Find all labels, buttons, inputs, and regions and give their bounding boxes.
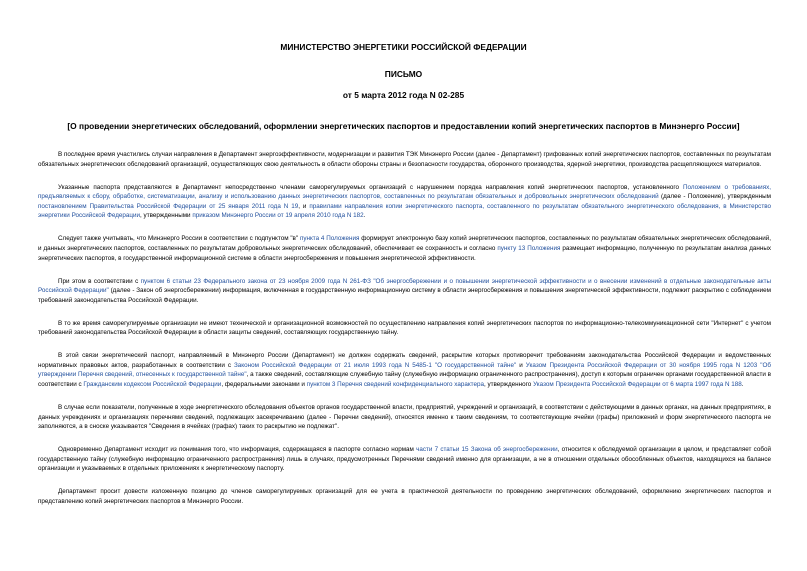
- text: Одновременно Департамент исходит из понимания того, что информация, содержащаяся в паспорте согласно нормам: [58, 446, 417, 454]
- text: (далее - Закон об энергосбережении) информация, включенная в государственную информационную систему в области энергосбережения и повышения энергетической эффективности, подлежит раскрытию с соблюдением требований законодательства Российской Федерации.: [38, 287, 771, 304]
- text: Указанные паспорта представляются в Департамент непосредственно членами саморегулируемых организаций с нарушением порядка направления копий энергетических паспортов, установленного: [58, 183, 683, 191]
- text: .: [741, 381, 744, 389]
- paragraph-4: [38, 277, 771, 306]
- link-president-decree-1203[interactable]: Указом Президента Российской Федерации от 30 ноября 1995 года N 1203 "Об утверждении Перечня сведений, отнесенных к государственной тайне": [38, 361, 771, 379]
- link-federal-law-261[interactable]: пунктом 6 статьи 23 Федерального закона от 23 ноября 2009 года N 261-ФЗ "Об энергосбережении и о повышении энергетической эффективности и о внесении изменений в отдельные законодательные акты Российской Федерации": [38, 277, 771, 295]
- ministry-heading: МИНИСТЕРСТВО ЭНЕРГЕТИКИ РОССИЙСКОЙ ФЕДЕРАЦИИ: [280, 42, 527, 52]
- link-civil-code[interactable]: Гражданским кодексом Российской Федерации: [83, 381, 222, 389]
- text: В то же время саморегулируемые организации не имеют технической и организационной возможностей по осуществлению направления копий энергетических паспортов по информационно-телекоммуникационной сети "Интернет" с учетом требований законодательства Российской Федерации в области защиты сведений, составляющих государственную тайну.: [38, 319, 771, 337]
- text: .: [363, 212, 366, 220]
- paragraph-7: [38, 403, 771, 432]
- document-date-number: от 5 марта 2012 года N 02-285: [342, 90, 465, 100]
- paragraph-2: [38, 183, 771, 221]
- text: (далее - Положение), утвержденным: [658, 193, 771, 201]
- link-energy-law-article-15[interactable]: части 7 статьи 15 Закона об энергосбережении: [416, 446, 558, 454]
- paragraph-5: [38, 319, 771, 338]
- text: В последнее время участились случаи направления в Департамент энергоэффективности, модернизации и развития ТЭК Минэнерго России (далее - Департамент) грифованных копий энергетических паспортов, составленных по результатам обязательных энергетических обследований организаций, осуществляющих свою деятельность в области обороны страны и безопасности государства, оборонного производства, ядерной энергетики, производства расщепляющихся материалов.: [38, 151, 771, 168]
- link-government-decree[interactable]: постановлением Правительства Российской Федерации от 25 января 2011 года N 19: [38, 202, 299, 210]
- paragraph-9: [38, 487, 771, 506]
- text: , относится к обследуемой организации в целом, и представляет собой государственную тайну (служебную информацию ограниченного распространения) лишь в случаях, предусмотренных Перечнями сведений именно для организации, а не в отношении отдельных обособленных объектов, находящихся на балансе организации и указываемых в отдельных приложениях к энергетическому паспорту.: [38, 446, 771, 473]
- link-president-decree-188[interactable]: Указом Президента Российской Федерации от 6 марта 1997 года N 188: [533, 381, 742, 389]
- link-regulation[interactable]: Положением о требованиях, предъявляемых к сбору, обработке, систематизации, анализу и использованию данных энергетических паспортов, составленных по результатам обязательных и добровольных энергетических обследований: [38, 183, 772, 201]
- link-confidential-list[interactable]: пунктом 3 Перечня сведений конфиденциального характера: [306, 381, 484, 389]
- paragraph-3: [38, 234, 771, 263]
- text: , утвержденного: [483, 381, 534, 389]
- document-type: ПИСЬМО: [384, 69, 423, 79]
- paragraph-1: [38, 150, 771, 169]
- link-rules[interactable]: правилами направления копии энергетического паспорта, составленного по результатам обязательного энергетического обследования, в Министерство энергетики Российской Федерации: [38, 202, 771, 220]
- link-clause-4[interactable]: пункта 4 Положения: [299, 235, 360, 243]
- text: , а также сведений, составляющие служебную тайну (служебную информацию ограниченного распространения), доступ к которым ограничен органами государственной власти в соответствии с: [38, 371, 771, 389]
- text: и: [516, 361, 526, 369]
- text: размещает информацию, полученную по результатам анализа данных энергетических паспортов, в государственной информационной системе в области энергосбережения и повышения энергетической эффективности.: [38, 244, 772, 262]
- text: , федеральными законами и: [221, 381, 307, 389]
- text: В этой связи энергетический паспорт, направляемый в Минэнерго России (Департамент) не должен содержать сведений, раскрытие которых противоречит требованиям законодательства Российской Федерации и ведомственных нормативных правовых актов, разработанных в соответствии с: [38, 352, 771, 369]
- link-state-secret-law[interactable]: Законом Российской Федерации от 21 июля 1993 года N 5485-1 "О государственной тайне": [233, 361, 517, 369]
- paragraph-8: [38, 445, 771, 474]
- text: Следует также учитывать, что Минэнерго России в соответствии с подпунктом "в": [58, 235, 300, 243]
- document-body: [38, 150, 771, 520]
- paragraph-6: [38, 351, 771, 389]
- link-clause-13[interactable]: пункту 13 Положения: [497, 244, 561, 252]
- text: В случае если показатели, полученные в ходе энергетического обследования объектов органов государственной власти, предприятий, учреждений и организаций, в соответствии с действующими в данных органах, на данных предприятиях, в данных учреждениях и организациях перечнями сведений, подлежащих засекречиванию (далее - Перечни сведений), относятся именно к таким сведениям, то соответствующие ячейки (графы) приложений и форм энергетического паспорта не заполняются, а в сноске указывается "Сведения в ячейках (графах) таких то раскрытию не подлежат".: [38, 404, 771, 431]
- document-title: [О проведении энергетических обследований, оформлении энергетических паспортов и предоставлении копий энергетических паспортов в Минэнерго России]: [67, 121, 740, 131]
- text: Департамент просит довести изложенную позицию до членов саморегулируемых организаций для ее учета в практической деятельности по проведению энергетических обследований, оформлению энергетических паспортов и представлению копий энергетических паспортов в Минэнерго России.: [38, 488, 771, 505]
- text: формирует электронную базу копий энергетических паспортов, составленных по результатам обязательных энергетических обследований, и данных энергетических паспортов, составленных по результатам добровольных энергетических обследований, обеспечивает ее сохранность и согласно: [38, 235, 771, 252]
- text: При этом в соответствии с: [58, 277, 141, 285]
- link-order[interactable]: приказом Минэнерго России от 19 апреля 2010 года N 182: [192, 212, 364, 220]
- text: , и: [298, 202, 310, 210]
- text: , утвержденными: [140, 212, 193, 220]
